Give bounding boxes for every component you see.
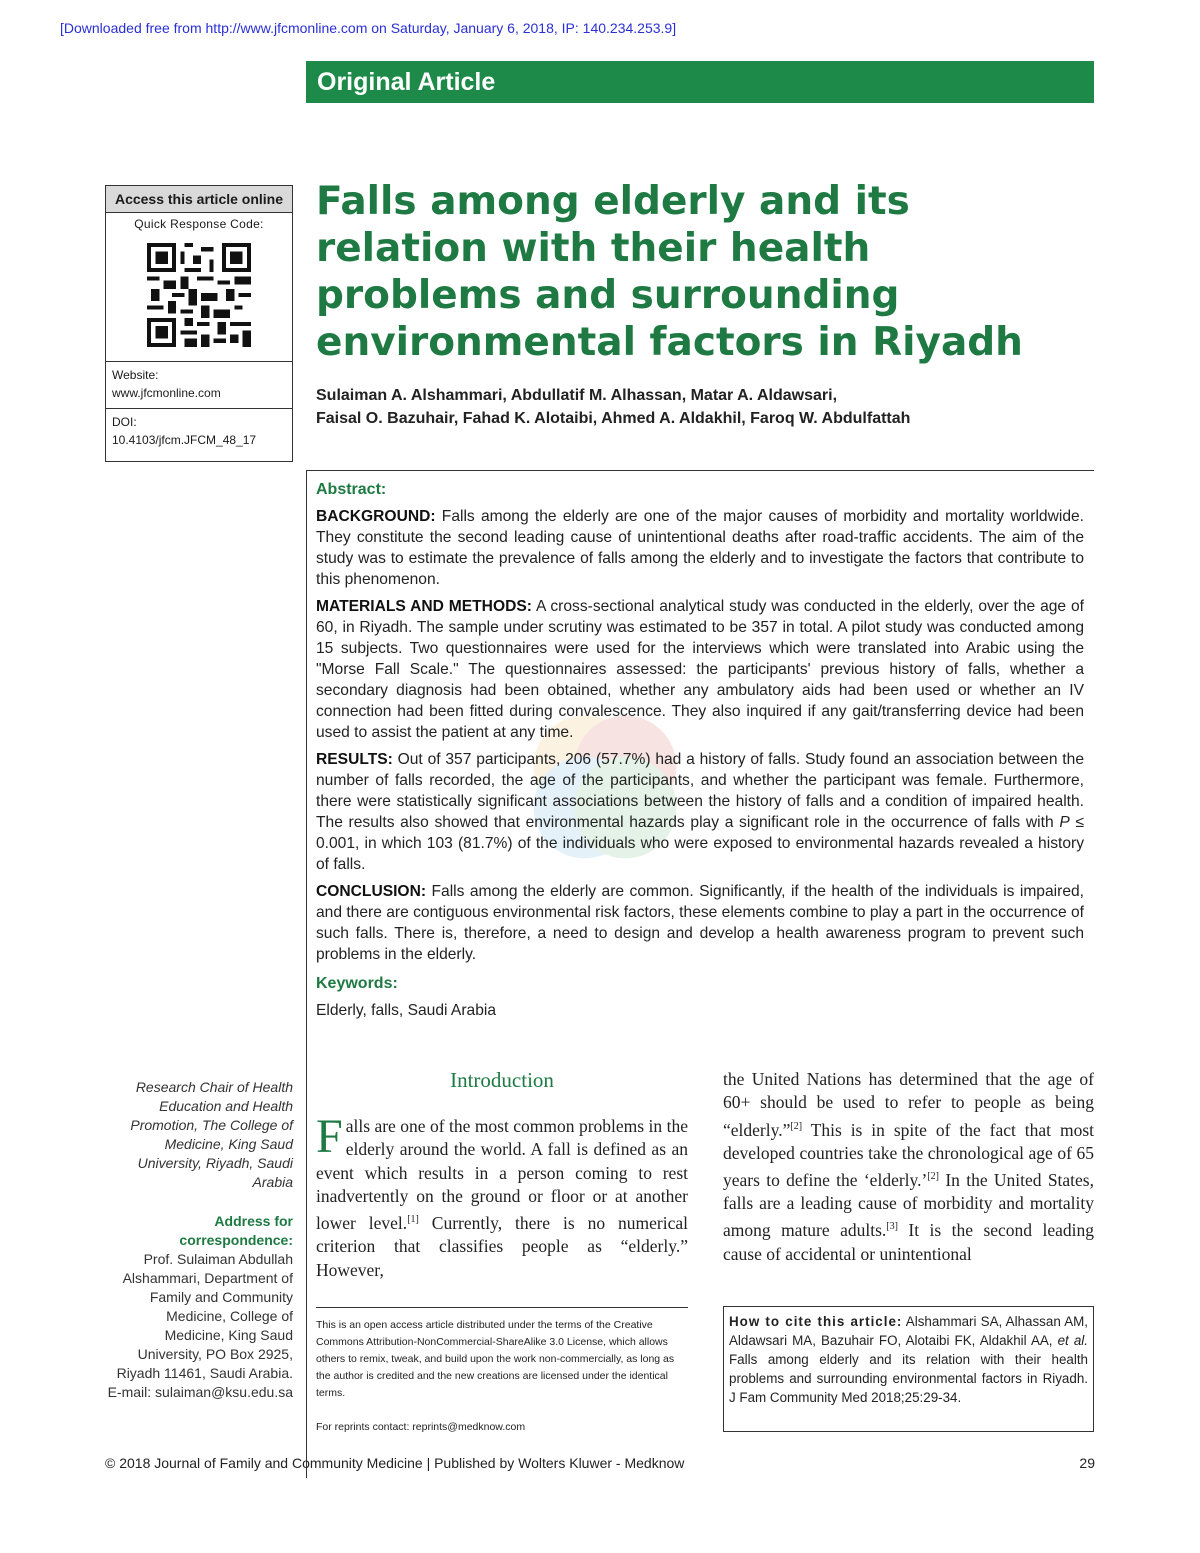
conclusion-text: Falls among the elderly are common. Significantly, if the health of the individuals is impaired, and there are contiguous environmental risk factors, these elements combine to play a part in the occurrence of such falls. There is, therefore, a need to design and develop a health awareness program to prevent such problems in the elderly.	[316, 883, 1084, 963]
intro-text: In the United States, falls are a leading cause of morbidity and mortality among mature adults.	[723, 1169, 1094, 1241]
abstract-background	[316, 506, 1084, 590]
p-symbol: P	[1059, 814, 1070, 831]
intro-text: Currently, there is no numerical criterion that classifies people as “elderly.” However,	[316, 1213, 689, 1280]
results-label: RESULTS:	[316, 751, 393, 768]
author-list	[316, 384, 1096, 430]
citation-label: How to cite this article:	[729, 1314, 903, 1329]
correspondence-label: Address for correspondence:	[179, 1213, 293, 1248]
results-text-cont: ≤ 0.001, in which 103 (81.7%) of the individuals who were exposed to environmental hazards revealed a history of falls.	[316, 814, 1084, 873]
page-number: 29	[1079, 1455, 1095, 1471]
affiliation: Research Chair of Health Education and Health Promotion, The College of Medicine, King Saud University, Riyadh, Saudi Arabia	[130, 1079, 293, 1190]
reference-link[interactable]: [3]	[886, 1221, 898, 1233]
article-type-banner: Original Article	[306, 61, 1094, 103]
qr-code-icon[interactable]	[147, 243, 251, 347]
citation-box	[723, 1306, 1094, 1432]
conclusion-label: CONCLUSION:	[316, 883, 427, 900]
doi-label: DOI:	[112, 415, 137, 429]
reference-link[interactable]: [2]	[927, 1171, 940, 1183]
intro-text: This is in spite of the fact that most developed countries take the chronological age of 65 years to define the ‘elderly.’	[723, 1119, 1094, 1190]
keywords-text: Elderly, falls, Saudi Arabia	[316, 1002, 496, 1019]
abstract-methods	[316, 596, 1084, 743]
citation-text-cont: Falls among elderly and its relation with their health problems and surrounding environmental factors in Riyadh. J Fam Community Med 2018;25:29-34.	[729, 1352, 1088, 1405]
drop-cap: F	[316, 1110, 343, 1163]
column-divider	[306, 470, 307, 1478]
correspondence-address: Prof. Sulaiman Abdullah Alshammari, Department of Family and Community Medicine, College of Medicine, King Saud University, PO Box 2925, Riyadh 11461, Saudi Arabia. E-mail: sulaiman@ksu.edu.sa	[107, 1251, 293, 1400]
footer-copyright: © 2018 Journal of Family and Community Medicine | Published by Wolters Kluwer - Medknow	[105, 1455, 685, 1471]
download-notice: [Downloaded free from http://www.jfcmonline.com on Saturday, January 6, 2018, IP: 140.234.253.9]	[60, 20, 677, 36]
license-notice: This is an open access article distributed under the terms of the Creative Commons Attribution-NonCommercial-ShareAlike 3.0 License, which allows others to remix, tweak, and build upon the work non-commercially, as long as the author is credited and the new creations are licensed under the identical terms.	[316, 1319, 675, 1399]
abstract-section	[316, 479, 1084, 1021]
methods-label: MATERIALS AND METHODS:	[316, 598, 532, 615]
methods-text: A cross-sectional analytical study was conducted in the elderly, over the age of 60, in Riyadh. The sample under scrutiny was estimated to be 357 in total. A pilot study was conducted among 15 subjects. Two questionnaires were used for the interviews which were translated into Arabic using the "Morse Fall Scale." The questionnaires assessed: the participants' previous history of falls, whether a secondary diagnosis had been obtained, whether any ambulatory aids had been used or whether an IV connection had been fitted during convalescence. They also inquired if any gait/transferring device had been used to assist the patient at any time.	[316, 598, 1084, 741]
page-footer	[105, 1455, 1095, 1471]
author-line-1: Sulaiman A. Alshammari, Abdullatif M. Alhassan, Matar A. Aldawsari,	[316, 387, 838, 404]
reference-link[interactable]: [1]	[407, 1214, 419, 1226]
results-text: Out of 357 participants, 206 (57.7%) had a history of falls. Study found an association between the number of falls recorded, the age of the participants, and whether the participant was female. Furthermore, there were statistically significant associations between the history of falls and a condition of impaired health. The results also showed that environmental hazards play a significant role in the occurrence of falls with	[316, 751, 1084, 831]
background-text: Falls among the elderly are one of the major causes of morbidity and mortality worldwide. They constitute the second leading cause of unintentional deaths after road-traffic accidents. The aim of the study was to estimate the prevalence of falls among the elderly and to investigate the factors that contribute to this phenomenon.	[316, 508, 1084, 588]
abstract-conclusion	[316, 881, 1084, 965]
reference-link[interactable]: [2]	[790, 1120, 803, 1132]
intro-column-right	[723, 1068, 1094, 1266]
citation-etal: et al.	[1052, 1333, 1088, 1348]
access-article-box	[105, 185, 293, 462]
intro-text: alls are one of the most common problems in the elderly around the world. A fall is defined as an event which results in a person coming to rest inadvertently on the ground or floor or at another lower level.	[316, 1116, 688, 1234]
background-label: BACKGROUND:	[316, 508, 436, 525]
reprints-contact: For reprints contact: reprints@medknow.com	[316, 1421, 526, 1433]
doi-value[interactable]: 10.4103/jfcm.JFCM_48_17	[112, 433, 257, 447]
intro-column-left	[316, 1110, 689, 1282]
qr-label: Quick Response Code:	[134, 217, 264, 231]
intro-text: It is the second leading cause of accidental or unintentional	[723, 1220, 1094, 1264]
license-divider	[316, 1307, 688, 1308]
access-box-header: Access this article online	[106, 186, 292, 213]
section-divider	[306, 470, 1094, 471]
abstract-heading: Abstract:	[316, 481, 387, 498]
keywords-heading: Keywords:	[316, 975, 398, 992]
intro-text: the United Nations has determined that the age of 60+ should be used to refer to people as being “elderly.”	[723, 1069, 1094, 1140]
author-line-2: Faisal O. Bazuhair, Fahad K. Alotaibi, Ahmed A. Aldakhil, Faroq W. Abdulfattah	[316, 410, 911, 427]
citation-text: Alshammari SA, Alhassan AM, Aldawsari MA, Bazuhair FO, Alotaibi FK, Aldakhil AA,	[729, 1314, 1088, 1348]
introduction-heading: Introduction	[450, 1068, 554, 1092]
website-link[interactable]: www.jfcmonline.com	[112, 386, 221, 400]
website-label: Website:	[112, 368, 159, 382]
abstract-results	[316, 749, 1084, 875]
article-title: Falls among elderly and its relation with their health problems and surrounding environmental factors in Riyadh	[316, 179, 1023, 365]
